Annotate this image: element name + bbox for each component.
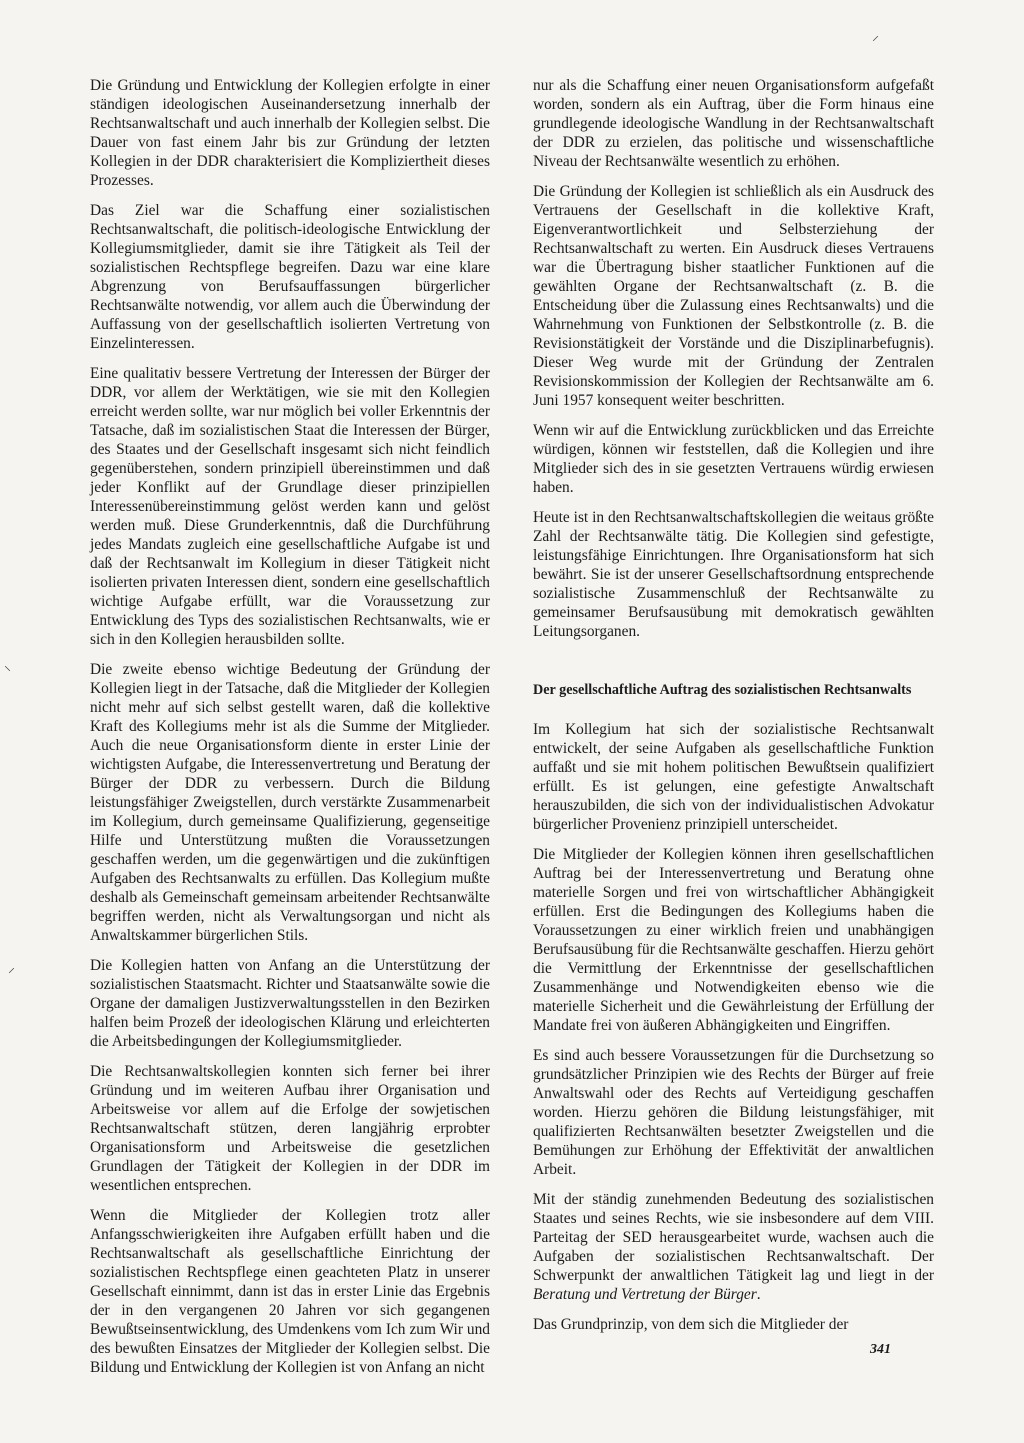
right-column <box>533 76 934 1345</box>
paragraph-with-emphasis <box>533 1190 934 1304</box>
paragraph-text-end: . <box>756 1285 761 1303</box>
paragraph: Wenn wir auf die Entwicklung zurückblicken und das Erreichte würdigen, können wir feststellen, daß die Kollegien und ihre Mitglieder sich des in sie gesetzten Vertrauens würdig erwiesen haben. <box>533 422 934 496</box>
paragraph: Die zweite ebenso wichtige Bedeutung der Gründung der Kollegien liegt in der Tatsache, daß die Mitglieder der Kollegien nicht mehr auf sich selbst gestellt waren, daß die kollektive Kraft des Kollegiums mehr ist als die Summe der Mitglieder. Auch die neue Organisationsform diente in erster Linie der wichtigsten Aufgabe, die Interessenvertretung und Beratung der Bürger der DDR zu verbessern. Durch die Bildung leistungsfähiger Zweigstellen, durch verstärkte Zusammenarbeit im Kollegium, durch gemeinsame Qualifizierung, gegenseitige Hilfe und Unterstützung mußten die Voraussetzungen geschaffen werden, um die gegenwärtigen und die zukünftigen Aufgaben des Rechtsanwalts zu erfüllen. Das Kollegium mußte deshalb als Gemeinschaft gemeinsam arbeitender Rechtsanwälte begriffen werden, nicht als Verwaltungsorgan und nicht als Anwaltskammer bürgerlichen Stils. <box>90 661 490 944</box>
paragraph: Eine qualitativ bessere Vertretung der Interessen der Bürger der DDR, vor allem der Werktätigen, wie sie mit den Kollegien erreicht werden sollte, war nur möglich bei voller Erkenntnis der Tatsache, daß im sozialistischen Staat die Interessen der Bürger, des Staates und der Gesellschaft insgesamt sich nicht feindlich gegenüberstehen, sondern prinzipiell übereinstimmen und daß jeder Konflikt auf der Grundlage dieser prinzipiellen Interessenübereinstimmung gelöst werden kann und gelöst werden muß. Diese Grunderkenntnis, daß die Durchführung jedes Mandats zugleich eine gesellschaftliche Aufgabe ist und daß der Rechtsanwalt im Kollegium in dieser Tätigkeit nicht isolierten privaten Interessen dient, sondern eine gesellschaftlich wichtige Aufgabe erfüllt, war die Voraussetzung zur Entwicklung des Typs des sozialistischen Rechtsanwalts, wie er sich in den Kollegien herausbilden sollte. <box>90 365 490 648</box>
paragraph: Die Mitglieder der Kollegien können ihren gesellschaftlichen Auftrag bei der Interessenvertretung und Beratung ohne materielle Sorgen und frei von wirtschaftlicher Abhängigkeit erfüllen. Erst die Bedingungen des Kollegiums haben die Voraussetzungen zu einer wirklich freien und unabhängigen Berufsausübung für die Rechtsanwälte geschaffen. Hierzu gehört die Vermittlung der Erkenntnisse der gesellschaftlichen Zusammenhänge und Notwendigkeiten ebenso wie die materielle Sicherheit und die Gewährleistung der Erfüllung der Mandate frei von äußeren Abhängigkeiten und Eingriffen. <box>533 845 935 1034</box>
paragraph: Die Kollegien hatten von Anfang an die Unterstützung der sozialistischen Staatsmacht. Richter und Staatsanwälte sowie die Organe der damaligen Justizverwaltungsstellen in den Bezirken halfen beim Prozeß der ideologischen Klärung und erleichterten die Arbeitsbedingungen der Kollegiumsmitglieder. <box>90 957 490 1050</box>
section-heading: Der gesellschaftliche Auftrag des sozialistischen Rechtsanwalts <box>533 682 912 698</box>
left-column <box>90 76 490 1388</box>
scan-mark: ⸜ <box>4 659 11 674</box>
scan-mark: ⸝ <box>872 29 879 44</box>
paragraph: Heute ist in den Rechtsanwaltschaftskollegien die weitaus größte Zahl der Rechtsanwälte tätig. Die Kollegien sind gefestigte, leistungsfähige Einrichtungen. Ihre Organisationsform hat sich bewährt. Sie ist der unserer Gesellschaftsordnung entsprechende sozialistische Zusammenschluß der Rechtsanwälte zu gemeinsamer Berufsausübung mit demokratisch gewählten Leitungsorganen. <box>533 509 934 640</box>
paragraph: Es sind auch bessere Voraussetzungen für die Durchsetzung so grundsätzlicher Prinzipien wie des Rechts der Bürger auf freie Anwaltswahl oder des Rechts auf Verteidigung geschaffen worden. Hierzu gehören die Bildung leistungsfähiger, mit qualifizierten Rechtsanwälten besetzter Zweigstellen und die Bemühungen zur Erhöhung der Effektivität der anwaltlichen Arbeit. <box>533 1046 934 1178</box>
page-number: 341 <box>870 1342 891 1357</box>
paragraph-text: Mit der ständig zunehmenden Bedeutung des sozialistischen Staates und seines Rechts, wie sie insbesondere auf dem VIII. Parteitag der SED herausgearbeitet wurde, wachsen auch die Aufgaben der sozialistischen Rechtsanwaltschaft. Der Schwerpunkt der anwaltlichen Tätigkeit lag und liegt in der <box>533 1190 934 1284</box>
paragraph: Die Gründung der Kollegien ist schließlich als ein Ausdruck des Vertrauens der Gesellschaft in die kollektive Kraft, Eigenverantwortlichkeit und Selbsterziehung der Rechtsanwaltschaft zu werten. Ein Ausdruck dieses Vertrauens war die Übertragung bisher staatlicher Funktionen auf die gewählten Organe der Rechtsanwaltschaft (z. B. die Entscheidung über die Zulassung eines Rechtsanwalts) und die Wahrnehmung von Funktionen der Selbstkontrolle (z. B. die Revisionstätigkeit der Vorstände und die Disziplinarbefugnis). Dieser Weg wurde mit der Gründung der Zentralen Revisionskommission der Kollegien der Rechtsanwälte am 6. Juni 1957 konsequent weiter beschritten. <box>533 183 934 409</box>
paragraph: Die Gründung und Entwicklung der Kollegien erfolgte in einer ständigen ideologischen Auseinandersetzung innerhalb der Rechtsanwaltschaft und auch innerhalb der Kollegien selbst. Die Dauer von fast einem Jahr bis zur Gründung der letzten Kollegien in der DDR charakterisiert die Kompliziertheit dieses Prozesses. <box>90 77 490 189</box>
paragraph: Im Kollegium hat sich der sozialistische Rechtsanwalt entwickelt, der seine Aufgaben als gesellschaftliche Funktion auffaßt und sie mit hohem politischen Bewußtsein qualifiziert erfüllt. Es ist gelungen, eine gefestigte Anwaltschaft herauszubilden, die sich von der individualistischen Advokatur bürgerlicher Provenienz prinzipiell unterscheidet. <box>533 720 934 833</box>
paragraph: Das Ziel war die Schaffung einer sozialistischen Rechtsanwaltschaft, die politisch-ideologische Entwicklung der Kollegiumsmitglieder, damit sie ihre Tätigkeit als Teil der sozialistischen Rechtspflege begreifen. Dazu war eine klare Abgrenzung von Berufsauffassungen bürgerlicher Rechtsanwälte notwendig, vor allem auch die Überwindung der Auffassung von der gesellschaftlich isolierten Vertretung von Einzelinteressen. <box>90 202 490 352</box>
paragraph: Wenn die Mitglieder der Kollegien trotz aller Anfangsschwierigkeiten ihre Aufgaben erfüllt haben und die Rechtsanwaltschaft als gesellschaftliche Einrichtung der sozialistischen Rechtspflege einen geachteten Platz in unserer Gesellschaft einnimmt, dann ist das in erster Linie das Ergebnis der in den vergangenen 20 Jahren vor sich gegangenen Bewußtseinsentwicklung, des Umdenkens vom Ich zum Wir und des bewußten Einsatzes der Mitglieder der Kollegien selbst. Die Bildung und Entwicklung der Kollegien ist von Anfang an nicht <box>90 1207 490 1376</box>
paragraph: Die Rechtsanwaltskollegien konnten sich ferner bei ihrer Gründung und im weiteren Aufbau ihrer Organisation und Arbeitsweise vor allem auf die Erfolge der sowjetischen Rechtsanwaltschaft stützen, deren langjährig erprobter Organisationsform und Arbeitsweise die gesetzlichen Grundlagen der Tätigkeit der Kollegien in der DDR im wesentlichen entsprechen. <box>90 1063 490 1194</box>
paragraph: nur als die Schaffung einer neuen Organisationsform aufgefaßt worden, sondern als ein Auftrag, über die Form hinaus eine grundlegende ideologische Wandlung in der Rechtsanwaltschaft der DDR zu erzielen, das politische und wissenschaftliche Niveau der Rechtsanwälte wesentlich zu erhöhen. <box>533 77 934 170</box>
scan-mark: ⸝ <box>8 961 15 976</box>
paragraph: Das Grundprinzip, von dem sich die Mitglieder der <box>533 1315 849 1333</box>
emphasis-text: Beratung und Vertretung der Bürger <box>533 1285 757 1303</box>
